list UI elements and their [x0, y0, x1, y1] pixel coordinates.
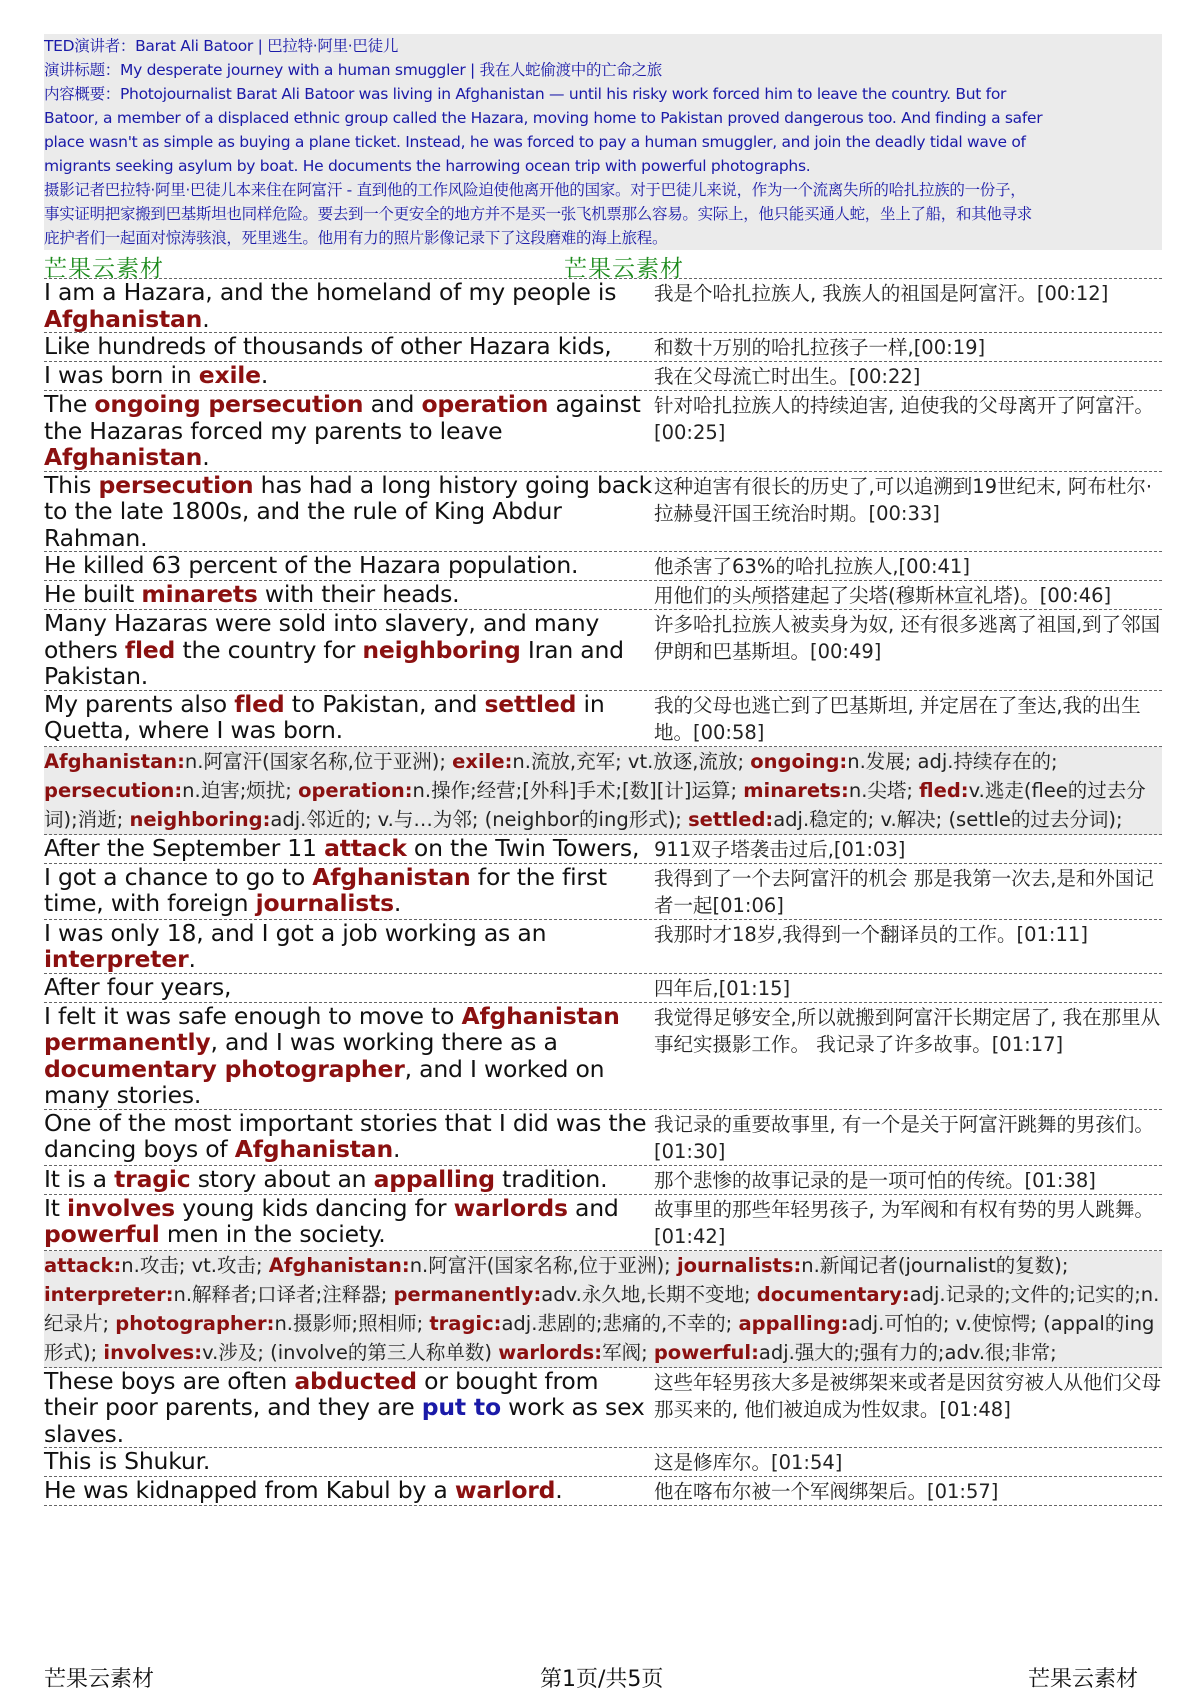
- vocab-definition: adj.悲剧的;悲痛的,不幸的;: [501, 1311, 739, 1335]
- chinese-line: 这些年轻男孩大多是被绑架来或者是因贫穷被人从他们父母那买来的, 他们被迫成为性奴隶。[01:48]: [654, 1370, 1162, 1421]
- keyword: fled: [124, 635, 176, 664]
- vocab-definition: n.尖塔;: [848, 778, 920, 802]
- transcript-row: [44, 362, 1162, 391]
- keyword: minarets: [141, 580, 258, 608]
- keyword: documentary photographer: [44, 1054, 405, 1083]
- chinese-line: 911双子塔袭击过后,[01:03]: [654, 837, 906, 861]
- english-text: I am a Hazara, and the homeland of my people is: [44, 278, 617, 306]
- vocab-definition: n.摄影师;照相师;: [274, 1311, 430, 1335]
- transcript-row: [44, 691, 1162, 747]
- transcript-row: [44, 1003, 1162, 1110]
- transcript-row: [44, 279, 1162, 333]
- page-number: 第1页/共5页: [540, 1667, 664, 1692]
- brand-center: 芒果云素材: [564, 256, 684, 282]
- vocab-definition: v.涉及; (involve的第三人称单数): [202, 1340, 499, 1364]
- english-line: [44, 1195, 654, 1250]
- keyword: neighboring: [362, 635, 521, 664]
- vocab-word: persecution:: [44, 778, 183, 802]
- english-text: to Pakistan, and: [284, 689, 485, 718]
- summary-zh-line-2: 事实证明把家搬到巴基斯坦也同样危险。要去到一个更安全的地方并不是买一张飞机票那么容易。实际上，他只能买通人蛇，坐上了船，和其他寻求: [44, 205, 1033, 223]
- english-text: .: [260, 361, 269, 389]
- vocab-word: Afghanistan:: [44, 749, 185, 773]
- vocab-word: ongoing:: [750, 749, 848, 773]
- keyword: tragic: [114, 1164, 191, 1193]
- transcript-row: [44, 835, 1162, 864]
- vocab-word: documentary:: [756, 1282, 910, 1306]
- transcript-row: [44, 333, 1162, 362]
- brand-left: 芒果云素材: [44, 256, 164, 282]
- english-text: The: [44, 390, 95, 418]
- english-text: Like hundreds of thousands of other Hazara kids,: [44, 332, 612, 360]
- keyword: interpreter: [44, 945, 189, 973]
- transcript-row: [44, 1477, 1162, 1506]
- english-text: and: [567, 1193, 619, 1222]
- chinese-line: 和数十万别的哈扎拉孩子一样,[00:19]: [654, 336, 986, 359]
- transcript-row: [44, 1448, 1162, 1477]
- english-line: [44, 1110, 654, 1165]
- vocab-word: permanently:: [393, 1282, 542, 1306]
- english-line: [44, 610, 654, 690]
- brand-bar: [44, 250, 1162, 282]
- english-line: [44, 333, 654, 361]
- chinese-line: 这是修库尔。[01:54]: [654, 1451, 843, 1474]
- summary-zh-line-1: 摄影记者巴拉特·阿里·巴徒儿本来住在阿富汗 - 直到他的工作风险迫使他离开他的国家。对于巴徒儿来说，作为一个流离失所的哈扎拉族的一份子，: [44, 181, 1026, 199]
- vocab-word: minarets:: [743, 778, 849, 802]
- vocab-definition: n.阿富汗(国家名称,位于亚洲);: [184, 749, 453, 773]
- vocab-word: fled:: [919, 778, 969, 802]
- keyword: attack: [324, 833, 407, 862]
- vocab-word: operation:: [298, 778, 413, 802]
- vocab-word: settled:: [688, 807, 774, 831]
- english-text: young kids dancing for: [174, 1193, 454, 1222]
- vocab-definition: adj.强大的;强有力的;adv.很;非常;: [758, 1340, 1057, 1364]
- footer-right: 芒果云素材: [1028, 1667, 1139, 1692]
- summary-en-line-2: Batoor, a member of a displaced ethnic group called the Hazara, moving home to Pakistan proved dangerous too. And finding a safer: [44, 109, 1043, 127]
- keyword: fled: [234, 689, 285, 718]
- keyword: Afghanistan: [312, 862, 471, 891]
- chinese-line: 我得到了一个去阿富汗的机会 那是我第一次去,是和外国记者一起[01:06]: [654, 866, 1154, 917]
- header-panel: [44, 34, 1162, 250]
- chinese-line: 他杀害了63%的哈扎拉族人,[00:41]: [654, 555, 970, 578]
- transcript-row: [44, 1110, 1162, 1166]
- english-text: has had a long history going back to the late 1800s, and the rule of King Abdur Rahman.: [44, 470, 653, 552]
- keyword: Afghanistan: [234, 1135, 393, 1163]
- transcript-row: [44, 581, 1162, 610]
- keyword: settled: [484, 689, 577, 718]
- english-line: [44, 1166, 654, 1194]
- english-text: and: [363, 390, 422, 418]
- chinese-line: 那个悲惨的故事记录的是一项可怕的传统。[01:38]: [654, 1168, 1096, 1192]
- english-text: These boys are often: [44, 1366, 295, 1395]
- vocab-word: attack:: [44, 1253, 122, 1277]
- vocab-word: appalling:: [738, 1311, 849, 1335]
- english-text: , and I was working there as a: [210, 1028, 558, 1056]
- english-text: in Quetta, where I was born.: [44, 689, 605, 744]
- keyword: exile: [198, 361, 261, 389]
- english-line: [44, 835, 654, 863]
- keyword: ongoing persecution: [94, 390, 364, 418]
- english-text: .: [202, 443, 210, 471]
- chinese-line: 他在喀布尔被一个军阀绑架后。[01:57]: [654, 1480, 999, 1503]
- footer-left: 芒果云素材: [44, 1667, 155, 1692]
- chinese-line: 我觉得足够安全,所以就搬到阿富汗长期定居了, 我在那里从事纪实摄影工作。 我记录了许多故事。[01:17]: [654, 1005, 1161, 1056]
- english-line: [44, 1477, 654, 1505]
- english-line: [44, 362, 654, 390]
- phrase-keyword: put to: [421, 1393, 501, 1421]
- english-text: , and I worked on many stories.: [44, 1054, 605, 1109]
- keyword: appalling: [373, 1164, 495, 1193]
- english-text: .: [393, 889, 402, 917]
- english-text: It: [44, 1193, 68, 1222]
- english-text: After four years,: [44, 972, 232, 1001]
- english-text: After the September 11: [44, 833, 325, 862]
- summary-en-line-3: place wasn't as simple as buying a plane ticket. Instead, he was forced to pay a human smuggler, and join the deadly tidal wave of: [44, 133, 1026, 151]
- english-text: against the Hazaras forced my parents to leave: [44, 390, 641, 445]
- speaker-line: TED演讲者：Barat Ali Batoor | 巴拉特·阿里·巴徒儿: [44, 37, 399, 55]
- english-text: Many Hazaras were sold into slavery, and many others: [44, 609, 600, 664]
- vocab-definition: n.阿富汗(国家名称,位于亚洲);: [409, 1253, 677, 1277]
- english-text: This is Shukur.: [44, 1447, 211, 1475]
- transcript-row: [44, 552, 1162, 581]
- keyword: warlord: [454, 1476, 556, 1504]
- english-text: .: [555, 1476, 563, 1504]
- vocab-definition: adj.记录的;文件的;记实的;n.纪录片;: [44, 1282, 1160, 1335]
- keyword: powerful: [44, 1220, 160, 1248]
- english-text: He was kidnapped from Kabul by a: [44, 1476, 455, 1504]
- vocab-definition: 军阀;: [602, 1340, 654, 1364]
- vocab-definition: adj.稳定的; v.解决; (settle的过去分词);: [773, 807, 1123, 831]
- vocab-definition: n.发展; adj.持续存在的;: [847, 749, 1058, 773]
- keyword: abducted: [294, 1366, 417, 1395]
- chinese-line: 故事里的那些年轻男孩子, 为军阀和有权有势的男人跳舞。[01:42]: [654, 1197, 1154, 1248]
- english-text: tradition.: [494, 1164, 608, 1193]
- vocab-word: powerful:: [653, 1340, 759, 1364]
- vocab-word: Afghanistan:: [268, 1253, 410, 1277]
- transcript-row: [44, 1195, 1162, 1251]
- chinese-line: 我是个哈扎拉族人, 我族人的祖国是阿富汗。[00:12]: [654, 282, 1109, 305]
- english-line: [44, 691, 654, 746]
- keyword: persecution: [98, 470, 254, 499]
- english-text: .: [202, 304, 210, 333]
- title-line: 演讲标题：My desperate journey with a human smuggler | 我在人蛇偷渡中的亡命之旅: [44, 61, 662, 79]
- vocabulary-block: [44, 1251, 1162, 1368]
- vocab-definition: adj.邻近的; v.与…为邻; (neighbor的ing形式);: [270, 807, 689, 831]
- english-line: [44, 1003, 654, 1109]
- vocab-word: exile:: [452, 749, 513, 773]
- vocab-word: tragic:: [429, 1311, 502, 1335]
- transcript-row: [44, 920, 1162, 974]
- chinese-line: 四年后,[01:15]: [654, 976, 791, 1000]
- summary-en-line-4: migrants seeking asylum by boat. He documents the harrowing ocean trip with powerful photographs.: [44, 157, 811, 175]
- english-line: [44, 552, 654, 580]
- vocab-word: photographer:: [115, 1311, 275, 1335]
- english-text: I felt it was safe enough to move to: [44, 1001, 462, 1030]
- english-text: with their heads.: [257, 580, 460, 608]
- transcript-row: [44, 974, 1162, 1003]
- english-text: story about an: [190, 1164, 374, 1193]
- english-text: on the Twin Towers,: [406, 833, 640, 862]
- english-text: He built: [44, 580, 142, 608]
- english-text: One of the most important stories that I did was the dancing boys of: [44, 1108, 647, 1163]
- transcript-row: [44, 1368, 1162, 1449]
- keyword: journalists: [255, 889, 394, 917]
- vocab-definition: n.操作;经营;[外科]手术;[数][计]运算;: [412, 778, 744, 802]
- vocab-definition: v.逃走(flee的过去分词);消逝;: [44, 778, 1146, 831]
- english-text: I was only 18, and I got a job working as an: [44, 918, 547, 947]
- english-line: [44, 974, 654, 1002]
- english-text: I got a chance to go to: [44, 862, 313, 891]
- english-text: It is a: [44, 1164, 115, 1193]
- chinese-line: 许多哈扎拉族人被卖身为奴, 还有很多逃离了祖国,到了邻国伊朗和巴基斯坦。[00:49]: [654, 613, 1161, 663]
- chinese-line: 我在父母流亡时出生。[00:22]: [654, 365, 921, 388]
- english-line: [44, 1368, 654, 1448]
- english-text: work as sex slaves.: [44, 1393, 645, 1448]
- english-text: This: [44, 470, 99, 499]
- transcript-row: [44, 472, 1162, 553]
- chinese-line: 用他们的头颅搭建起了尖塔(穆斯林宣礼塔)。[00:46]: [654, 584, 1112, 607]
- keyword: Afghanistan: [44, 443, 203, 471]
- english-line: [44, 1448, 654, 1476]
- english-line: [44, 581, 654, 609]
- english-text: the country for: [175, 635, 363, 664]
- vocab-definition: n.迫害;烦扰;: [182, 778, 299, 802]
- vocab-word: neighboring:: [129, 807, 271, 831]
- chinese-line: 我的父母也逃亡到了巴基斯坦, 并定居在了奎达,我的出生地。[00:58]: [654, 693, 1141, 744]
- keyword: operation: [421, 390, 549, 418]
- chinese-line: 这种迫害有很长的历史了,可以追溯到19世纪末, 阿布杜尔·拉赫曼汗国王统治时期。[00:33]: [654, 474, 1153, 525]
- summary-zh-line-3: 庇护者们一起面对惊涛骇浪，死里逃生。他用有力的照片影像记录下了这段磨难的海上旅程。: [44, 229, 668, 247]
- transcript-row: [44, 391, 1162, 472]
- vocab-definition: n.新闻记者(journalist的复数);: [801, 1253, 1069, 1277]
- chinese-line: 我记录的重要故事里, 有一个是关于阿富汗跳舞的男孩们。[01:30]: [654, 1112, 1154, 1163]
- english-text: My parents also: [44, 689, 235, 718]
- keyword: Afghanistan permanently: [44, 1001, 620, 1056]
- summary-en-line-1: 内容概要：Photojournalist Barat Ali Batoor was living in Afghanistan — until his risky work forced him to leave the country. But for: [44, 85, 1007, 103]
- vocab-word: interpreter:: [44, 1282, 174, 1306]
- vocab-definition: adj.可怕的; v.使惊愕; (appal的ing形式);: [44, 1311, 1155, 1364]
- english-line: [44, 279, 654, 332]
- transcript-row: [44, 1166, 1162, 1195]
- chinese-line: 针对哈扎拉族人的持续迫害, 迫使我的父母离开了阿富汗。[00:25]: [654, 394, 1154, 444]
- transcript-row: [44, 610, 1162, 691]
- vocab-definition: n.流放,充军; vt.放逐,流放;: [512, 749, 751, 773]
- transcript-row: [44, 864, 1162, 920]
- english-line: [44, 864, 654, 919]
- english-text: He killed 63 percent of the Hazara population.: [44, 551, 579, 579]
- english-text: .: [393, 1135, 401, 1163]
- vocab-word: journalists:: [676, 1253, 802, 1277]
- vocab-definition: n.攻击; vt.攻击;: [121, 1253, 269, 1277]
- vocab-word: warlords:: [498, 1340, 603, 1364]
- keyword: warlords: [453, 1193, 568, 1222]
- english-text: men in the society.: [159, 1220, 386, 1248]
- english-text: .: [188, 945, 196, 973]
- english-line: [44, 472, 654, 552]
- vocab-word: involves:: [103, 1340, 203, 1364]
- english-text: for the first time, with foreign: [44, 862, 607, 917]
- chinese-line: 我那时才18岁,我得到一个翻译员的工作。[01:11]: [654, 922, 1088, 946]
- vocab-definition: n.解释者;口译者;注释器;: [173, 1282, 394, 1306]
- keyword: involves: [67, 1193, 175, 1222]
- english-text: I was born in: [44, 361, 199, 389]
- english-line: [44, 920, 654, 973]
- english-line: [44, 391, 654, 471]
- vocabulary-block: [44, 747, 1162, 835]
- vocab-definition: adv.永久地,长期不变地;: [541, 1282, 757, 1306]
- english-text: or bought from their poor parents, and they are: [44, 1366, 599, 1421]
- transcript: [44, 279, 1162, 1506]
- keyword: Afghanistan: [44, 304, 203, 333]
- english-text: Iran and Pakistan.: [44, 635, 624, 690]
